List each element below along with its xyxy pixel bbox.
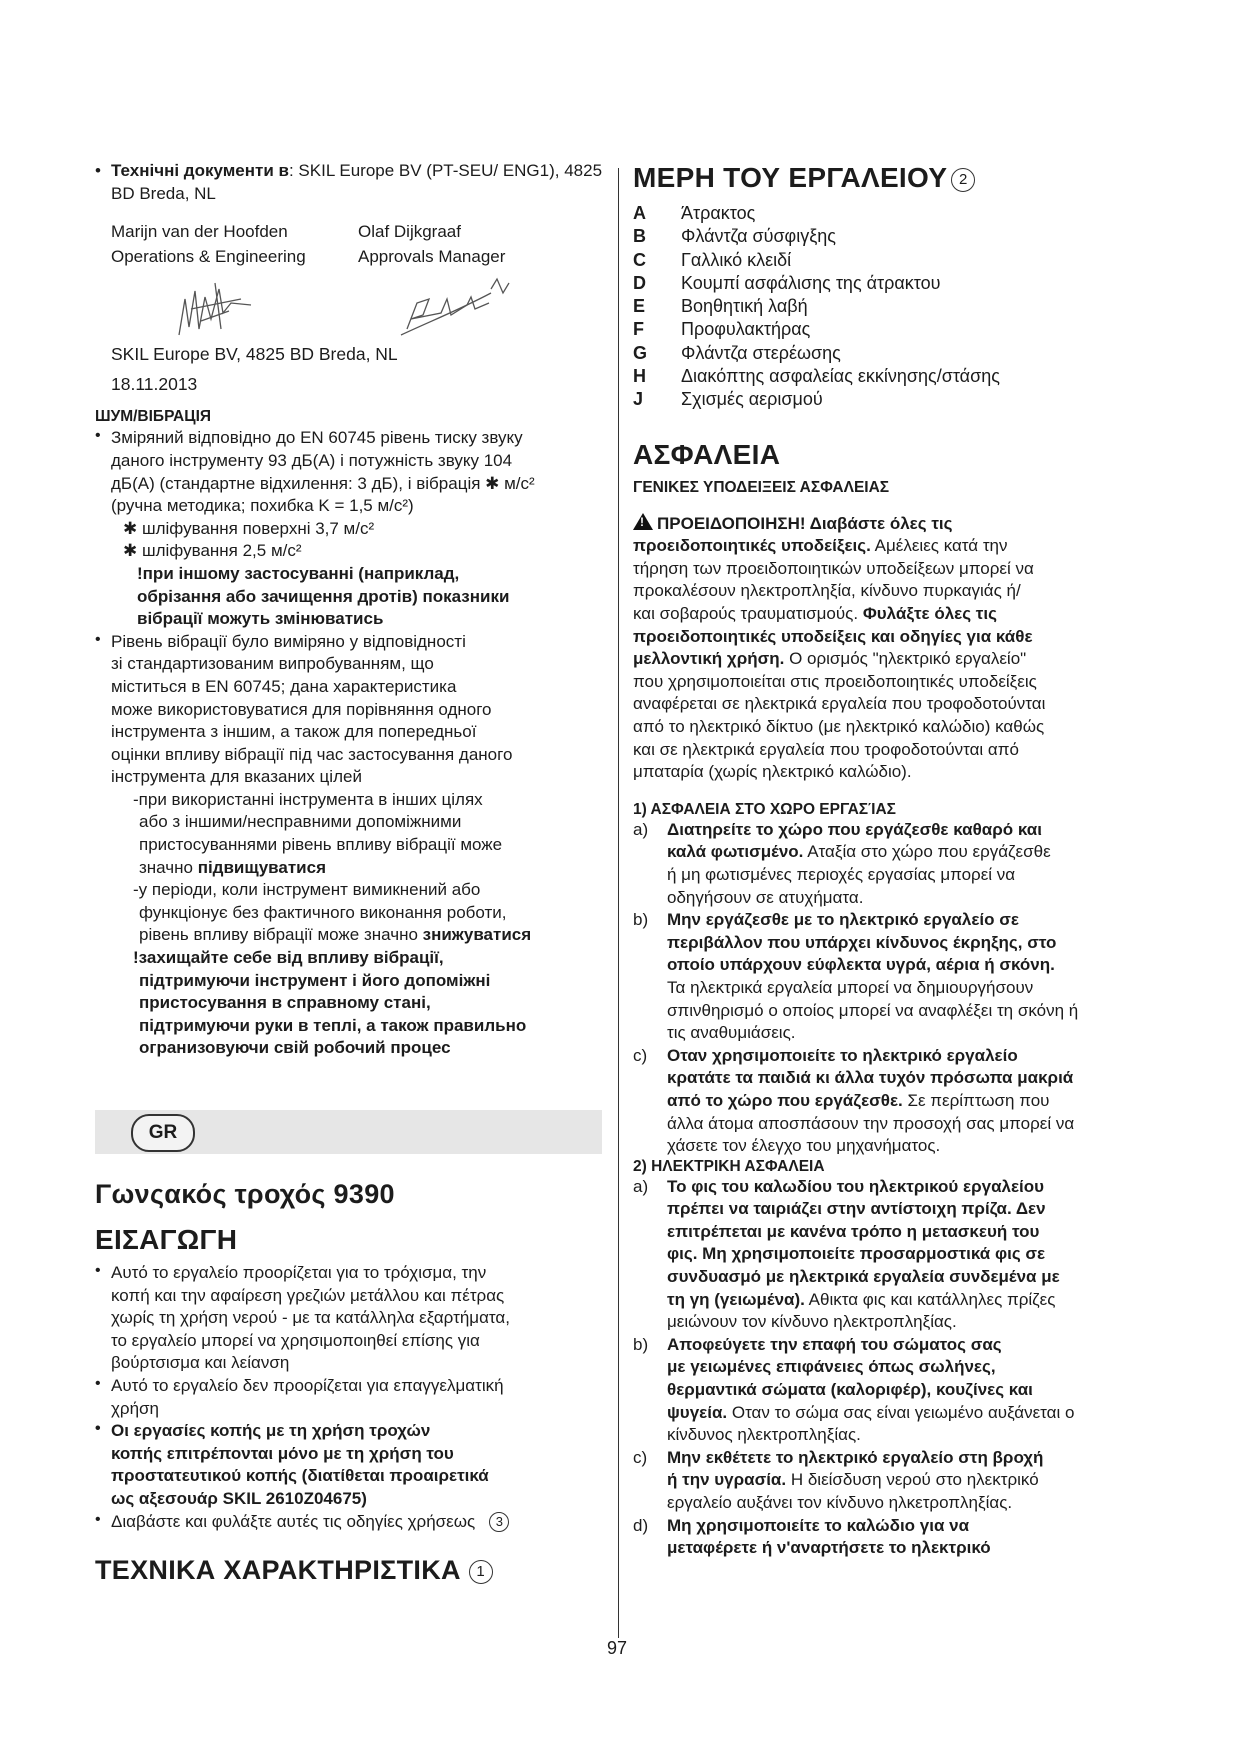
text-span: μελλοντική χρήση. <box>633 649 785 669</box>
intro-bullet-2 <box>95 1375 605 1420</box>
safety-heading: ΑΣΦΑΛΕΙΑ <box>633 438 781 470</box>
text-span: підвищуватися <box>197 857 327 877</box>
text-line: το εργαλείο μπορεί να χρησιμοποιηθεί επίσης για <box>111 1330 480 1350</box>
part-row <box>633 365 1158 388</box>
text-line: підтримуючи інструмент і його допоміжні <box>139 970 491 990</box>
text-line: • Οι εργασίες κοπής με τη χρήση τροχών <box>111 1421 431 1441</box>
general-warning <box>633 513 1158 784</box>
part-row <box>633 295 1158 318</box>
text-line: αναφέρεται σε ηλεκτρικά εργαλεία που τροφοδοτούνται <box>633 694 1046 714</box>
text-line: оцінки впливу вібрації під час застосування даного <box>111 744 513 764</box>
section-2-heading: 2) ΗΛΕΚΤΡΙΚΗ ΑΣΦΑΛΕΙΑ <box>633 1157 825 1175</box>
left-column <box>95 160 605 1586</box>
signers <box>95 219 605 269</box>
part-key: H <box>633 366 646 387</box>
text-span: προειδοποιητικές υποδείξεις. <box>633 536 871 556</box>
text-line: προκαλέσουν ηλεκτροπληξία, κίνδυνο πυρκαγιάς ή/ <box>633 581 1021 601</box>
signer-2 <box>358 219 605 269</box>
signer-1 <box>111 219 358 269</box>
text-line <box>111 1511 605 1534</box>
text-line: інструмента з іншим, а також для попередньої <box>111 722 477 742</box>
text-span: Αταξία στο χώρο που εργάζεσθε <box>803 842 1051 862</box>
text-line: • Αυτό το εργαλείο δεν προορίζεται για επαγγελματική <box>111 1375 504 1395</box>
right-column <box>633 162 1158 1560</box>
part-row <box>633 225 1158 248</box>
text-line: κοπή και την αφαίρεση γρεζιών μετάλλου και πέτρας <box>111 1285 505 1305</box>
part-row <box>633 272 1158 295</box>
text-line: • Рівень вібрації було виміряно у відповідності <box>111 631 466 651</box>
signature-image <box>111 269 591 341</box>
text-line <box>667 1090 1158 1113</box>
text-line: βούρτσισμα και λείανση <box>111 1353 290 1373</box>
text-line: μειώνουν τον κίνδυνο ηλεκτροπληξίας. <box>667 1312 957 1332</box>
part-key: E <box>633 296 646 317</box>
text-span: рівень впливу вібрації може значно <box>139 925 423 945</box>
text-line: ή μη φωτισμένες περιοχές εργασίας μπορεί να <box>667 864 1016 884</box>
text-line: τήρηση των προειδοποιητικών υποδείξεων μπορεί να <box>633 558 1034 578</box>
text-line: може використовуватися для порівняння одного <box>111 699 492 719</box>
text-span: знижуватися <box>422 925 532 945</box>
text-line <box>667 841 1158 864</box>
section-1c: c) Οταν χρησιμοποιείτε το ηλεκτρικό εργαλείο κρατάτε τα παιδιά κι άλλα τυχόν πρόσωπα μακριά από το χώρο που εργάζεσθε. Σε περίπτωση που άλλα άτομα αποσπάσουν την προσοχή σας μπορεί να χάσετε τον έλεγχο του μηχανήματος. <box>633 1045 1158 1158</box>
text-span: Αμέλειες κατά την <box>870 536 1008 556</box>
tech-heading-text: ΤΕΧΝΙΚΑ ΧΑΡΑΚΤΗΡΙΣΤΙΚΑ <box>95 1555 461 1586</box>
warning-icon: ! <box>633 513 653 530</box>
text-line: підтримуючи руки в теплі, а також правильно <box>139 1015 527 1035</box>
text-line: інструмента для вказаних цілей <box>111 767 362 787</box>
text-line: пристосуваннями рівень впливу вібрації може <box>139 835 503 855</box>
company-line: SKIL Europe BV, 4825 BD Breda, NL <box>111 344 398 365</box>
text-line <box>633 603 1158 626</box>
date: 18.11.2013 <box>111 373 198 394</box>
tech-docs-bullet <box>95 160 605 205</box>
part-label: Προφυλακτήρας <box>681 319 811 340</box>
text-line: προειδοποιητικές υποδείξεις και οδηγίες για κάθε <box>633 626 1033 646</box>
part-label: Διακόπτης ασφαλείας εκκίνησης/στάσης <box>681 366 1000 387</box>
part-row <box>633 202 1158 225</box>
intro-heading: ΕΙΣΑΓΩΓΗ <box>95 1224 238 1255</box>
text-line: Οταν χρησιμοποιείτε το ηλεκτρικό εργαλείο <box>667 1045 1018 1065</box>
text-span: Ο ορισμός "ηλεκτρικό εργαλείο" <box>784 649 1027 669</box>
part-row <box>633 249 1158 272</box>
text-line <box>133 857 605 880</box>
text-line: вібрації можуть змінюватись <box>137 609 384 629</box>
part-key: G <box>633 342 648 363</box>
text-span: και σοβαρούς τραυματισμούς. <box>633 604 863 624</box>
text-line: Μη χρησιμοποιείτε το καλώδιο για να <box>667 1515 970 1535</box>
tech-heading <box>95 1555 605 1586</box>
general-safety-heading: ΓΕΝΙΚΕΣ ΥΠΟΔΕΙΞΕΙΣ ΑΣΦΑΛΕΙΑΣ <box>633 478 890 496</box>
text-line: χάσετε τον έλεγχο του μηχανήματος. <box>667 1136 941 1156</box>
text-line: που χρησιμοποιείται στις προειδοποιητικές υποδείξεις <box>633 671 1037 691</box>
text-span: Οταν το σώμα σας είναι γειωμένο αυξάνεται ο <box>727 1402 1075 1422</box>
text-line: міститься в EN 60745; дана характеристика <box>111 676 457 696</box>
text-line: Διατηρείτε το χώρο που εργάζεσθε καθαρό και <box>667 819 1042 839</box>
text-line: από το ηλεκτρικό δίκτυο (με ηλεκτρικό καλώδιο) καθώς <box>633 717 1045 737</box>
signer-name: Olaf Dijkgraaf <box>358 222 461 242</box>
text-line: κρατάτε τα παιδιά κι άλλα τυχόν πρόσωπα μακριά <box>667 1068 1074 1088</box>
tech-docs-value: : SKIL Europe BV (PT-SEU/ ENG1), 4825 BD Breda, NL <box>111 161 603 203</box>
text-span: Η διείσδυση νερού στο ηλεκτρικό <box>786 1470 1039 1490</box>
part-label: Γαλλικό κλειδί <box>681 249 792 270</box>
text-line: εργαλείο αυξάνει τον κίνδυνο ηλκετροπληξίας. <box>667 1493 1013 1513</box>
text-line: (ручна методика; похибка K = 1,5 м/c²) <box>111 496 414 516</box>
text-line: !при іншому застосуванні (наприклад, <box>137 563 460 583</box>
tech-docs-label: Технічні документи в <box>111 161 289 180</box>
text-line <box>633 535 1158 558</box>
text-span: Διαβάστε και φυλάξτε αυτές τις οδηγίες χρήσεως <box>111 1511 476 1531</box>
section-2b: b) Αποφεύγετε την επαφή του σώματος σας με γειωμένες επιφάνειες όπως σωλήνες, θερμαντικά σώματα (καλοριφέρ), κουζίνες και ψυγεία. Οταν το σώμα σας είναι γειωμένο αυξάνεται ο κίνδυνος ηλεκτροπληξίας. <box>633 1334 1158 1447</box>
text-span: значно <box>139 857 198 877</box>
text-line <box>667 1469 1158 1492</box>
signature-1 <box>179 283 251 335</box>
figure-ref: 1 <box>469 1560 493 1584</box>
intro-bullet-1 <box>95 1262 605 1375</box>
language-band <box>95 1110 605 1154</box>
text-span: ή την υγρασία. <box>667 1470 787 1490</box>
section-1-heading: 1) ΑΣΦΑΛΕΙΑ ΣΤΟ ΧΩΡΟ ΕΡΓΑΣΊΑΣ <box>633 800 896 818</box>
section-2d: d) Μη χρησιμοποιείτε το καλώδιο για να μεταφέρετε ή ν'αναρτήσετε το ηλεκτρικό <box>633 1515 1158 1560</box>
text-line: -у періоди, коли інструмент вимикнений або <box>133 880 481 900</box>
text-span: τη γη (γειωμένα). <box>667 1289 805 1309</box>
text-line: περιβάλλον που υπάρχει κίνδυνος έκρηξης, στο <box>667 932 1057 952</box>
text-line: χωρίς τη χρήση νερού - με τα κατάλληλα εξαρτήματα, <box>111 1308 510 1328</box>
text-line: οδηγήσουν σε ατυχήματα. <box>667 887 864 907</box>
text-line: дБ(A) (стандартне відхилення: 3 дБ), і вібрація ✱ м/c² <box>111 473 535 493</box>
part-row <box>633 342 1158 365</box>
text-line: функціонує без фактичного виконання роботи, <box>139 902 507 922</box>
text-line: χρήση <box>111 1398 159 1418</box>
vibration-details <box>95 789 605 1060</box>
part-key: B <box>633 226 646 247</box>
text-line: даного інструменту 93 дБ(A) і потужність звуку 104 <box>111 450 513 470</box>
text-line: κοπής επιτρέπονται μόνο με τη χρήση του <box>111 1443 454 1463</box>
figure-ref: 2 <box>951 168 975 192</box>
column-divider <box>618 168 619 1638</box>
product-title: Γωνςακός τροχός 9390 <box>95 1179 395 1209</box>
text-line: • Зміряний відповідно до EN 60745 рівень тиску звуку <box>111 428 523 448</box>
signatures <box>95 269 605 341</box>
parts-heading-text: ΜΕΡΗ ΤΟΥ ΕΡΓΑΛΕΙΟΥ <box>633 162 948 193</box>
text-line: огранизовуючи свій робочий процес <box>139 1038 451 1058</box>
text-line: φις. Μη χρησιμοποιείτε προσαρμοστικά φις σε <box>667 1244 1046 1264</box>
text-line: τις αναθυμιάσεις. <box>667 1023 796 1043</box>
text-line: пристосування в справному стані, <box>139 993 431 1013</box>
language-badge: GR <box>131 1114 195 1152</box>
vibration-value: ✱ шліфування 2,5 м/c² <box>123 541 302 561</box>
text-line: σπινθηρισμό ο οποίος μπορεί να αναφλέξει τη σκόνη ή <box>667 1000 1079 1020</box>
section-2a: a) Το φις του καλωδίου του ηλεκτρικού εργαλείου πρέπει να ταιριάζει στην αντίστοιχη πρίζα. Δεν επιτρέπεται με κανένα τρόπο η μετασκευή του φις. Μη χρησιμοποιείτε προσαρμοστικά φις σε συνδυασμό με ηλεκτρικά εργαλεία συνδεμένα με τη γη (γειωμένα). Αθικτα φις και κατάλληλες πρίζες μειώνουν τον κίνδυνο ηλεκτροπληξίας. <box>633 1176 1158 1334</box>
text-line: Αποφεύγετε την επαφή του σώματος σας <box>667 1334 1002 1354</box>
text-line: обрізання або зачищення дротів) показники <box>137 586 510 606</box>
part-key: D <box>633 272 646 293</box>
text-line: Μην εργάζεσθε με το ηλεκτρικό εργαλείο σε <box>667 910 1019 930</box>
text-line: θερμαντικά σώματα (καλοριφέρ), κουζίνες και <box>667 1380 1033 1400</box>
text-line <box>667 1402 1158 1425</box>
section-2c: c) Μην εκθέτετε το ηλεκτρικό εργαλείο στη βροχή ή την υγρασία. Η διείσδυση νερού στο ηλεκτρικό εργαλείο αυξάνει τον κίνδυνο ηλκετροπληξίας. <box>633 1447 1158 1515</box>
text-line: με γειωμένες επιφάνειες όπως σωλήνες, <box>667 1357 996 1377</box>
text-line: μπαταρία (χωρίς ηλεκτρικό καλώδιο). <box>633 762 912 782</box>
part-label: Κουμπί ασφάλισης της άτρακτου <box>681 272 941 293</box>
text-line: πρέπει να ταιριάζει στην αντίστοιχη πρίζα. Δεν <box>667 1199 1046 1219</box>
text-line: προστατευτικού κοπής (διατίθεται προαιρετικά <box>111 1466 489 1486</box>
vibration-value: ✱ шліфування поверхні 3,7 м/c² <box>123 518 375 538</box>
text-line: μεταφέρετε ή ν'αναρτήσετε το ηλεκτρικό <box>667 1538 991 1558</box>
page-number: 97 <box>607 1638 628 1658</box>
figure-ref: 3 <box>489 1512 509 1532</box>
section-1a: a) Διατηρείτε το χώρο που εργάζεσθε καθαρό και καλά φωτισμένο. Αταξία στο χώρο που εργάζεσθε ή μη φωτισμένες περιοχές εργασίας μπορεί να οδηγήσουν σε ατυχήματα. <box>633 819 1158 909</box>
intro-bullet-4 <box>95 1511 605 1534</box>
text-line: !захищайте себе від впливу вібрації, <box>133 948 444 968</box>
noise-bullet <box>95 427 605 517</box>
part-key: J <box>633 389 644 410</box>
text-line: οποίο υπάρχουν εύφλεκτα υγρά, αέρια ή σκόνη. <box>667 955 1055 975</box>
intro-bullet-3 <box>95 1420 605 1510</box>
part-label: Άτρακτος <box>681 203 756 223</box>
part-label: Σχισμές αερισμού <box>681 389 823 410</box>
text-span: Φυλάξτε όλες τις <box>862 604 997 624</box>
part-row <box>633 388 1158 411</box>
noise-heading: ШУМ/ВІБРАЦІЯ <box>95 408 212 426</box>
parts-heading <box>633 162 1158 194</box>
part-label: Φλάντζα σύσφιγξης <box>681 226 836 247</box>
signer-role: Approvals Manager <box>358 247 506 267</box>
signature-2 <box>401 279 509 335</box>
signer-role: Operations & Engineering <box>111 247 306 267</box>
text-span: καλά φωτισμένο. <box>667 842 804 862</box>
text-line: зі стандартизованим випробуванням, що <box>111 654 434 674</box>
part-row <box>633 318 1158 341</box>
text-line: συνδυασμό με ηλεκτρικά εργαλεία συνδεμένα με <box>667 1267 1060 1287</box>
signer-name: Marijn van der Hoofden <box>111 222 288 242</box>
text-line: και σε ηλεκτρικά εργαλεία που τροφοδοτούνται από <box>633 739 1019 759</box>
text-line <box>633 648 1158 671</box>
section-1b: b) Μην εργάζεσθε με το ηλεκτρικό εργαλείο σε περιβάλλον που υπάρχει κίνδυνος έκρηξης, στο οποίο υπάρχουν εύφλεκτα υγρά, αέρια ή σκόνη. Τα ηλεκτρικά εργαλεία μπορεί να δημιουργήσουν σπινθηρισμό ο οποίος μπορεί να αναφλέξει τη σκόνη ή τις αναθυμιάσεις. <box>633 909 1158 1045</box>
text-line: -при використанні інструмента в інших цілях <box>133 789 483 809</box>
text-line: Το φις του καλωδίου του ηλεκτρικού εργαλείου <box>667 1176 1045 1196</box>
part-key: C <box>633 249 646 270</box>
text-line: κίνδυνος ηλεκτροπληξίας. <box>667 1425 861 1445</box>
parts-list <box>633 202 1158 412</box>
text-line <box>133 924 605 947</box>
text-line <box>633 513 1158 536</box>
text-span: ψυγεία. <box>667 1402 728 1422</box>
vibration-bullet <box>95 631 605 789</box>
text-span: Σε περίπτωση που <box>902 1090 1050 1110</box>
text-line: ως αξεσουάρ SKIL 2610Z04675) <box>111 1488 367 1508</box>
text-span: Αθικτα φις και κατάλληλες πρίζες <box>804 1289 1056 1309</box>
part-label: Φλάντζα στερέωσης <box>681 342 841 363</box>
text-span: από το χώρο που εργάζεσθε. <box>667 1090 903 1110</box>
text-line: άλλα άτομα αποσπάσουν την προσοχή σας μπορεί να <box>667 1113 1075 1133</box>
part-label: Βοηθητική λαβή <box>681 296 808 317</box>
text-span: ΠΡΟΕΙΔΟΠΟΙΗΣΗ! Διαβάστε όλες τις <box>657 513 953 533</box>
text-line <box>667 1289 1158 1312</box>
text-line: επιτρέπεται με κανένα τρόπο η μετασκευή του <box>667 1221 1040 1241</box>
text-line: Τα ηλεκτρικά εργαλεία μπορεί να δημιουργήσουν <box>667 977 1034 997</box>
part-key: A <box>633 203 646 223</box>
text-line: або з іншими/несправними допоміжними <box>139 812 462 832</box>
part-key: F <box>633 319 644 340</box>
text-line: • Αυτό το εργαλείο προορίζεται για το τρόχισμα, την <box>111 1263 487 1282</box>
text-line: Μην εκθέτετε το ηλεκτρικό εργαλείο στη βροχή <box>667 1447 1044 1467</box>
